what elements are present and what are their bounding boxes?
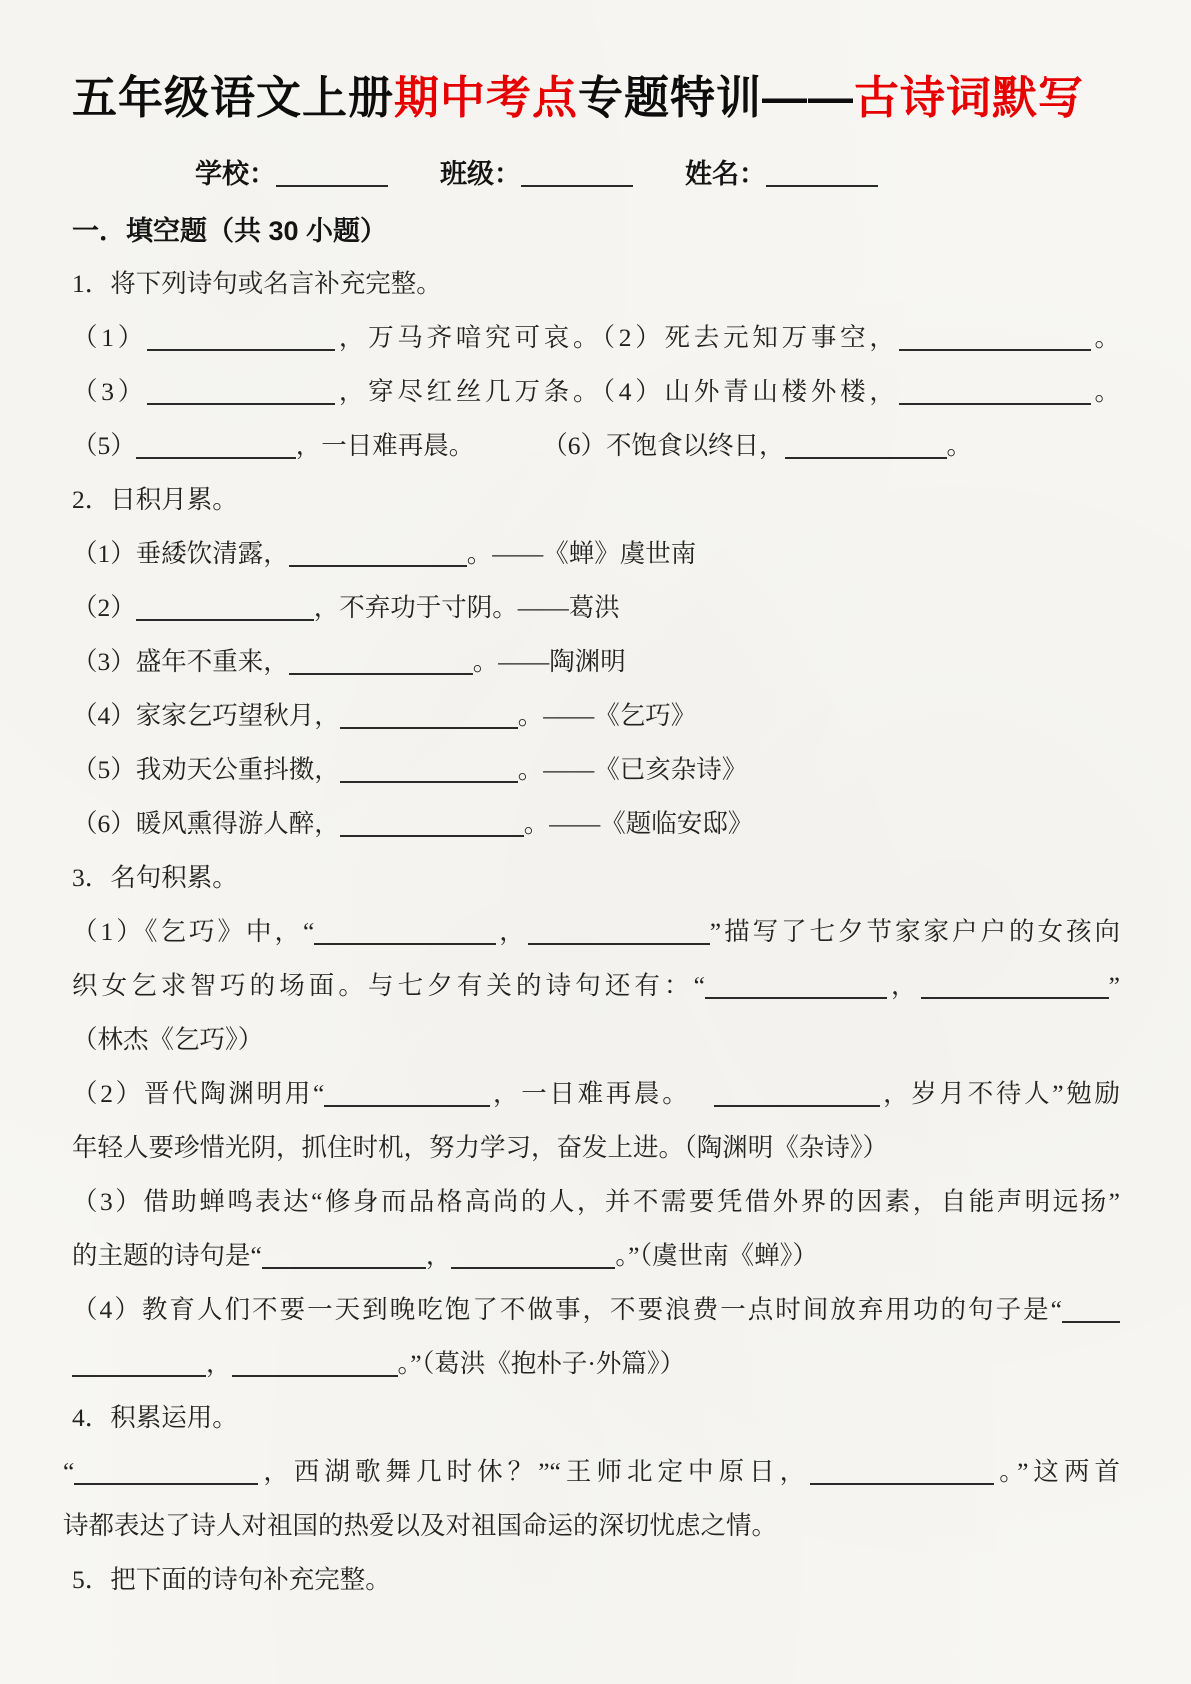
q2-item-2: [72, 581, 1120, 635]
text-run: （3）借助蝉鸣表达“修身而品格高尚的人，并不需要凭借外界的因素，自能声明远扬”: [72, 1186, 1120, 1216]
text-run: （5）我劝天公重抖擞，: [72, 754, 340, 784]
text-run: 年轻人要珍惜光阴，抓住时机，努力学习，奋发上进。（陶渊明《杂诗》）: [72, 1132, 889, 1162]
q1-items-5-6: [72, 419, 1120, 473]
section-heading: 一．填空题（共 30 小题）: [72, 215, 388, 246]
answer-blank[interactable]: [705, 971, 887, 999]
answer-blank[interactable]: [451, 1241, 615, 1269]
title-segment: 专题特训——: [578, 72, 855, 123]
q2-item-5: [72, 743, 1120, 797]
text-run: ”描写了七夕节家家户户的女孩向: [709, 916, 1120, 946]
answer-blank[interactable]: [232, 1349, 398, 1377]
text-run: 4．积累运用。: [72, 1402, 238, 1432]
text-run: 诗都表达了诗人对祖国的热爱以及对祖国命运的深切忧虑之情。: [63, 1510, 778, 1540]
text-run: “: [63, 1456, 75, 1486]
q3-item-2-line-1: [72, 1067, 1120, 1121]
title-segment-red: 古诗词默写: [854, 72, 1085, 123]
text-run: 。”（虞世南《蝉》）: [615, 1240, 818, 1270]
q3-item-1-line-3: [72, 1013, 1120, 1067]
q3-item-3-line-1: [72, 1175, 1120, 1229]
answer-blank[interactable]: [147, 377, 335, 405]
student-field-label: 姓名：: [685, 158, 766, 189]
text-run: ，一日难再晨。: [490, 1078, 691, 1108]
text-run: 2．日积月累。: [72, 484, 238, 514]
text-run: 。——《蝉》虞世南: [466, 538, 697, 568]
text-run: 的主题的诗句是“: [72, 1240, 262, 1270]
q1-items-3-4: [72, 365, 1120, 419]
student-field-label: 学校：: [195, 158, 276, 189]
q3-item-4-line-2: [72, 1337, 1120, 1391]
text-run: 。: [946, 430, 973, 460]
question-body: [63, 257, 1121, 1607]
q3-stem: [72, 851, 1120, 905]
text-run: ，万马齐喑究可哀。（2）死去元知万事空，: [335, 322, 899, 352]
answer-blank[interactable]: [262, 1241, 426, 1269]
text-run: （3）盛年不重来，: [72, 646, 289, 676]
answer-blank[interactable]: [921, 971, 1109, 999]
answer-blank[interactable]: [289, 539, 467, 567]
answer-blank[interactable]: [314, 917, 496, 945]
text-run: 。——《乞巧》: [517, 700, 697, 730]
text-run: 1．将下列诗句或名言补充完整。: [72, 268, 442, 298]
text-run: （6）暖风熏得游人醉，: [72, 808, 340, 838]
answer-blank[interactable]: [899, 377, 1091, 405]
answer-blank[interactable]: [1062, 1295, 1120, 1323]
q3-item-4-line-1: [72, 1283, 1120, 1337]
text-run: ，: [496, 916, 528, 946]
text-run: 。——《题临安邸》: [523, 808, 754, 838]
text-run: 。”这两首: [994, 1456, 1121, 1486]
student-field-blank[interactable]: [521, 158, 633, 187]
text-run: ，不弃功于寸阴。——葛洪: [313, 592, 620, 622]
text-run: ，: [206, 1348, 232, 1378]
answer-blank[interactable]: [528, 917, 710, 945]
text-run: （4）家家乞巧望秋月，: [72, 700, 340, 730]
student-field-blank[interactable]: [276, 158, 388, 187]
text-run: （1）垂緌饮清露，: [72, 538, 289, 568]
title-segment: 五年级语文上册: [72, 72, 395, 123]
q3-item-1-line-1: [72, 905, 1120, 959]
answer-blank[interactable]: [340, 809, 524, 837]
q4-line-2: [63, 1499, 1120, 1553]
answer-blank[interactable]: [72, 1349, 206, 1377]
text-run: 织女乞求智巧的场面。与七夕有关的诗句还有：“: [72, 970, 705, 1000]
text-run: （3）: [72, 376, 148, 406]
text-run: （6）不饱食以终日，: [542, 430, 785, 460]
answer-blank[interactable]: [785, 431, 947, 459]
text-run: 3．名句积累。: [72, 862, 238, 892]
text-run: 。: [1090, 322, 1120, 352]
student-field: [440, 152, 633, 191]
answer-blank[interactable]: [136, 593, 314, 621]
text-run: （1）《乞巧》中，“: [72, 916, 315, 946]
q1-items-1-2: [72, 311, 1120, 365]
text-run: ，穿尽红丝几万条。（4）山外青山楼外楼，: [335, 376, 899, 406]
text-run: （5）: [72, 430, 136, 460]
text-run: ”: [1108, 970, 1120, 1000]
text-run: （2）晋代陶渊明用“: [72, 1078, 325, 1108]
text-run: （4）教育人们不要一天到晚吃饱了不做事，不要浪费一点时间放弃用功的句子是“: [72, 1294, 1062, 1324]
answer-blank[interactable]: [324, 1079, 490, 1107]
answer-blank[interactable]: [147, 323, 335, 351]
student-field: [195, 152, 388, 191]
answer-blank[interactable]: [899, 323, 1091, 351]
q4-line-1: [63, 1445, 1120, 1499]
q2-item-3: [72, 635, 1120, 689]
q1-stem: [72, 257, 1120, 311]
q3-item-1-line-2: [72, 959, 1120, 1013]
answer-blank[interactable]: [714, 1079, 880, 1107]
q2-item-4: [72, 689, 1120, 743]
text-run: ，: [886, 970, 921, 1000]
student-field: [685, 152, 878, 191]
text-run: 。——《已亥杂诗》: [517, 754, 748, 784]
q4-stem: [72, 1391, 1120, 1445]
q2-item-1: [72, 527, 1120, 581]
q2-item-6: [72, 797, 1120, 851]
text-run: 。——陶渊明: [472, 646, 626, 676]
answer-blank[interactable]: [810, 1457, 994, 1485]
answer-blank[interactable]: [340, 755, 518, 783]
answer-blank[interactable]: [136, 431, 296, 459]
text-run: ，西湖歌舞几时休？”“王师北定中原日，: [258, 1456, 811, 1486]
text-run: （林杰《乞巧》）: [72, 1024, 264, 1054]
answer-blank[interactable]: [289, 647, 473, 675]
answer-blank[interactable]: [340, 701, 518, 729]
student-field-label: 班级：: [440, 158, 521, 189]
text-run: （2）: [72, 592, 136, 622]
q5-stem: [72, 1553, 1120, 1607]
page-title: [72, 72, 1120, 124]
student-field-blank[interactable]: [766, 158, 878, 187]
q2-stem: [72, 473, 1120, 527]
text-run: 5．把下面的诗句补充完整。: [72, 1564, 391, 1594]
answer-blank[interactable]: [74, 1457, 258, 1485]
student-info-row: [195, 152, 1120, 191]
title-segment-red: 期中考点: [394, 72, 579, 123]
text-run: 。: [1090, 376, 1120, 406]
text-run: ，: [425, 1240, 452, 1270]
q3-item-3-line-2: [72, 1229, 1120, 1283]
text-run: （1）: [72, 322, 148, 352]
text-run: ，岁月不待人”勉励: [880, 1078, 1120, 1108]
text-run: ，一日难再晨。: [295, 430, 475, 460]
text-run: 。”（葛洪《抱朴子·外篇》）: [397, 1348, 686, 1378]
q3-item-2-line-2: [72, 1121, 1120, 1175]
